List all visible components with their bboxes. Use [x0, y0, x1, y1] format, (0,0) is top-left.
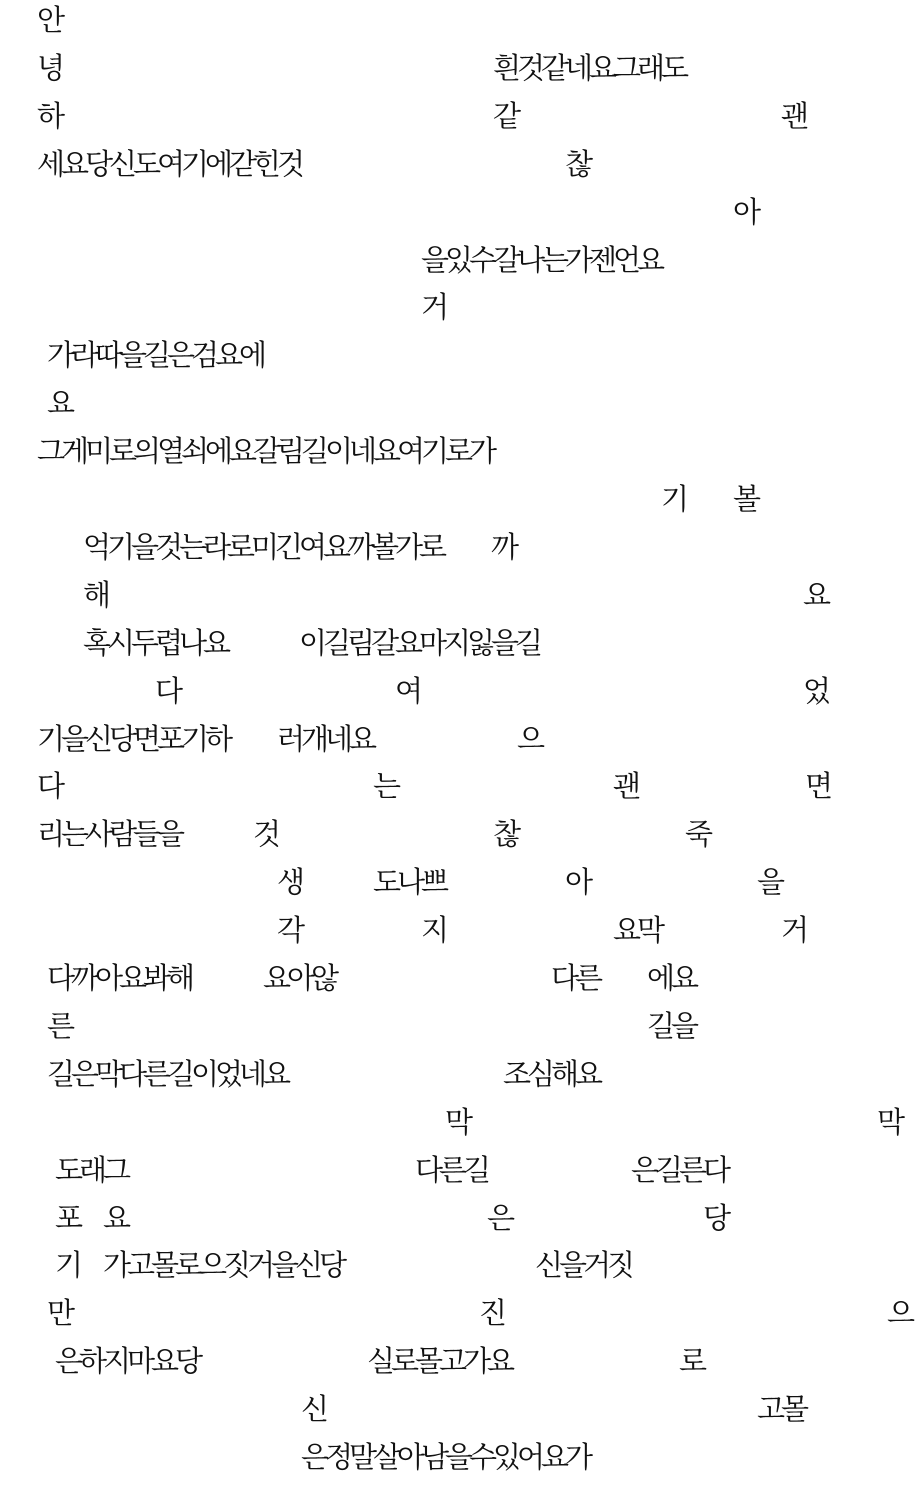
maze-syllable: 는	[372, 769, 401, 804]
maze-syllable: 길	[514, 625, 543, 660]
maze-syllable: 고	[438, 1344, 467, 1379]
maze-syllable: 요	[540, 1440, 569, 1474]
maze-syllable: 은	[54, 1344, 83, 1379]
maze-syllable: 힌	[252, 146, 281, 181]
maze-syllable: 신	[108, 146, 137, 181]
maze-syllable: 요	[118, 961, 147, 995]
maze-syllable: 당	[174, 1344, 203, 1379]
maze-syllable: 러	[276, 721, 305, 756]
maze-syllable: 것	[276, 146, 305, 181]
maze-syllable: 것	[516, 50, 545, 85]
maze-syllable: 을	[270, 1248, 299, 1283]
maze-syllable: 막	[876, 1104, 905, 1139]
maze-syllable: 으	[886, 1296, 915, 1331]
maze-syllable: 갈	[492, 242, 521, 277]
maze-syllable: 짓	[606, 1248, 635, 1283]
maze-syllable: 요	[46, 386, 75, 421]
maze-syllable: 요	[202, 625, 231, 660]
maze-syllable: 가	[564, 1440, 593, 1474]
maze-syllable: 을	[490, 625, 519, 660]
maze-syllable: 요	[60, 146, 89, 181]
maze-syllable: 람	[108, 817, 137, 852]
maze-syllable: 괜	[780, 98, 809, 133]
maze-syllable: 지	[420, 913, 449, 948]
maze-syllable: 어	[516, 1440, 545, 1474]
maze-syllable: 당	[84, 146, 113, 181]
maze-syllable: 가	[394, 529, 423, 564]
maze-syllable: 아	[396, 1440, 425, 1474]
maze-syllable: 네	[238, 1056, 267, 1091]
maze-syllable: 네	[564, 50, 593, 85]
maze-syllable: 하	[36, 98, 65, 133]
maze-syllable: 거	[582, 1248, 611, 1283]
maze-syllable: 가	[102, 1248, 131, 1283]
maze-syllable: 로	[418, 529, 447, 564]
maze-syllable: 고	[756, 1392, 785, 1427]
maze-syllable: 잃	[466, 625, 495, 660]
maze-syllable: 미	[250, 529, 279, 564]
maze-syllable: 신	[294, 1248, 323, 1283]
maze-syllable: 것	[154, 529, 183, 564]
maze-syllable: 젠	[588, 242, 617, 277]
maze-syllable: 으	[516, 721, 545, 756]
maze-syllable: 몰	[780, 1392, 809, 1427]
maze-syllable: 정	[324, 1440, 353, 1474]
maze-syllable: 가	[468, 434, 497, 469]
maze-syllable: 봐	[142, 961, 171, 995]
maze-syllable: 신	[534, 1248, 563, 1283]
maze-syllable: 나	[516, 242, 545, 277]
maze-syllable: 이	[190, 1056, 219, 1091]
maze-syllable: 길	[322, 625, 351, 660]
maze-syllable: 아	[286, 961, 315, 995]
maze-syllable: 다	[702, 1152, 731, 1187]
maze-syllable: 리	[36, 817, 65, 852]
maze-syllable: 당	[702, 1200, 731, 1235]
maze-syllable: 지	[442, 625, 471, 660]
maze-syllable: 로	[444, 434, 473, 469]
maze-syllable: 기	[660, 482, 689, 516]
maze-syllable: 여	[298, 529, 327, 564]
maze-syllable: 그	[612, 50, 641, 85]
maze-syllable: 마	[418, 625, 447, 660]
maze-syllable: 하	[204, 721, 233, 756]
maze-syllable: 렵	[154, 625, 183, 660]
maze-syllable: 괜	[612, 769, 641, 804]
maze-syllable: 래	[78, 1152, 107, 1187]
maze-syllable: 네	[324, 721, 353, 756]
maze-syllable: 남	[420, 1440, 449, 1474]
maze-syllable: 요	[102, 1200, 131, 1235]
maze-syllable: 길	[654, 1152, 683, 1187]
maze-syllable: 까	[70, 961, 99, 995]
maze-syllable: 기	[420, 434, 449, 469]
maze-syllable: 을	[420, 242, 449, 277]
maze-syllable: 기	[36, 721, 65, 756]
maze-syllable: 로	[226, 529, 255, 564]
maze-syllable: 을	[444, 1440, 473, 1474]
maze-syllable: 길	[646, 1008, 675, 1043]
maze-syllable: 요	[150, 1344, 179, 1379]
maze-syllable: 있	[492, 1440, 521, 1474]
maze-syllable: 두	[130, 625, 159, 660]
maze-syllable: 을	[156, 817, 185, 852]
maze-syllable: 쇠	[180, 434, 209, 469]
maze-syllable: 갈	[370, 625, 399, 660]
maze-syllable: 을	[118, 338, 147, 373]
maze-syllable: 에	[204, 146, 233, 181]
maze-syllable: 포	[54, 1200, 83, 1235]
maze-syllable: 른	[574, 961, 603, 995]
maze-syllable: 같	[540, 50, 569, 85]
maze-syllable: 흰	[492, 50, 521, 85]
maze-syllable: 요	[348, 721, 377, 756]
maze-syllable: 로	[108, 434, 137, 469]
maze-syllable: 언	[612, 242, 641, 277]
maze-syllable: 다	[414, 1152, 443, 1187]
maze-syllable: 심	[526, 1056, 555, 1091]
maze-syllable: 가	[46, 338, 75, 373]
maze-syllable: 도	[54, 1152, 83, 1187]
maze-syllable: 수	[468, 1440, 497, 1474]
maze-syllable: 거	[420, 290, 449, 325]
maze-syllable: 신	[300, 1392, 329, 1427]
maze-syllable: 이	[298, 625, 327, 660]
maze-syllable: 해	[82, 577, 111, 612]
maze-syllable: 른	[142, 1056, 171, 1091]
maze-syllable: 조	[502, 1056, 531, 1091]
maze-syllable: 까	[490, 529, 519, 564]
maze-syllable: 로	[174, 1248, 203, 1283]
maze-syllable: 을	[670, 1008, 699, 1043]
maze-syllable: 기	[106, 529, 135, 564]
maze-syllable: 미	[84, 434, 113, 469]
maze-syllable: 실	[366, 1344, 395, 1379]
maze-syllable: 것	[252, 817, 281, 852]
maze-syllable: 따	[94, 338, 123, 373]
maze-syllable: 긴	[274, 529, 303, 564]
maze-syllable: 갈	[252, 434, 281, 469]
maze-syllable: 아	[94, 961, 123, 995]
maze-syllable: 요	[670, 961, 699, 995]
maze-syllable: 을	[756, 865, 785, 900]
maze-syllable: 는	[60, 817, 89, 852]
maze-syllable: 당	[318, 1248, 347, 1283]
maze-syllable: 있	[444, 242, 473, 277]
maze-syllable: 른	[46, 1008, 75, 1043]
maze-syllable: 로	[678, 1344, 707, 1379]
maze-syllable: 요	[486, 1344, 515, 1379]
maze-syllable: 들	[132, 817, 161, 852]
maze-syllable: 도	[132, 146, 161, 181]
maze-syllable: 요	[802, 577, 831, 612]
maze-syllable: 에	[204, 434, 233, 469]
maze-syllable: 요	[228, 434, 257, 469]
maze-syllable: 래	[636, 50, 665, 85]
maze-syllable: 여	[156, 146, 185, 181]
maze-syllable: 볼	[370, 529, 399, 564]
maze-syllable: 라	[202, 529, 231, 564]
maze-syllable: 는	[178, 529, 207, 564]
maze-syllable: 거	[246, 1248, 275, 1283]
maze-syllable: 그	[36, 434, 65, 469]
maze-syllable: 은	[166, 338, 195, 373]
maze-syllable: 혹	[82, 625, 111, 660]
maze-syllable: 말	[348, 1440, 377, 1474]
maze-syllable: 까	[346, 529, 375, 564]
maze-syllable: 게	[60, 434, 89, 469]
maze-syllable: 거	[780, 913, 809, 948]
maze-syllable: 면	[804, 769, 833, 804]
maze-syllable: 가	[462, 1344, 491, 1379]
maze-syllable: 을	[558, 1248, 587, 1283]
maze-syllable: 요	[262, 961, 291, 995]
maze-syllable: 이	[324, 434, 353, 469]
maze-syllable: 은	[486, 1200, 515, 1235]
maze-syllable: 은	[630, 1152, 659, 1187]
maze-syllable: 요	[394, 625, 423, 660]
maze-syllable: 그	[102, 1152, 131, 1187]
maze-syllable: 에	[646, 961, 675, 995]
maze-syllable: 수	[468, 242, 497, 277]
maze-syllable: 길	[462, 1152, 491, 1187]
maze-syllable: 진	[478, 1296, 507, 1331]
maze-syllable: 시	[106, 625, 135, 660]
maze-syllable: 않	[310, 961, 339, 995]
maze-syllable: 검	[190, 338, 219, 373]
maze-syllable: 나	[178, 625, 207, 660]
maze-syllable: 면	[132, 721, 161, 756]
maze-syllable: 지	[102, 1344, 131, 1379]
maze-syllable: 도	[372, 865, 401, 900]
maze-syllable: 죽	[684, 817, 713, 852]
maze-syllable: 볼	[732, 482, 761, 516]
maze-syllable: 은	[300, 1440, 329, 1474]
maze-syllable: 네	[348, 434, 377, 469]
maze-syllable: 사	[84, 817, 113, 852]
maze-syllable: 막	[636, 913, 665, 948]
maze-syllable: 막	[444, 1104, 473, 1139]
maze-syllable: 기	[54, 1248, 83, 1283]
maze-syllable: 길	[300, 434, 329, 469]
maze-syllable: 른	[438, 1152, 467, 1187]
maze-syllable: 의	[132, 434, 161, 469]
maze-syllable: 었	[802, 673, 831, 708]
maze-syllable: 세	[36, 146, 65, 181]
maze-syllable: 른	[678, 1152, 707, 1187]
maze-syllable: 길	[46, 1056, 75, 1091]
maze-syllable: 열	[156, 434, 185, 469]
maze-syllable: 찮	[564, 146, 593, 181]
maze-syllable: 포	[156, 721, 185, 756]
maze-syllable: 었	[214, 1056, 243, 1091]
maze-syllable: 다	[36, 769, 65, 804]
maze-syllable: 여	[394, 673, 423, 708]
maze-syllable: 요	[574, 1056, 603, 1091]
maze-syllable: 당	[108, 721, 137, 756]
maze-syllable: 해	[550, 1056, 579, 1091]
maze-syllable: 살	[372, 1440, 401, 1474]
maze-syllable: 으	[198, 1248, 227, 1283]
maze-syllable: 마	[126, 1344, 155, 1379]
maze-syllable: 억	[82, 529, 111, 564]
maze-syllable: 요	[372, 434, 401, 469]
maze-syllable: 림	[346, 625, 375, 660]
maze-syllable: 안	[36, 3, 65, 37]
maze-syllable: 에	[238, 338, 267, 373]
maze-syllable: 다	[154, 673, 183, 708]
maze-syllable: 가	[564, 242, 593, 277]
maze-syllable: 아	[732, 194, 761, 229]
maze-syllable: 요	[588, 50, 617, 85]
maze-syllable: 다	[118, 1056, 147, 1091]
maze-syllable: 하	[78, 1344, 107, 1379]
maze-syllable: 갇	[228, 146, 257, 181]
maze-syllable: 개	[300, 721, 329, 756]
maze-syllable: 나	[396, 865, 425, 900]
maze-syllable: 도	[660, 50, 689, 85]
maze-syllable: 몰	[414, 1344, 443, 1379]
maze-syllable: 각	[276, 913, 305, 948]
maze-syllable: 라	[70, 338, 99, 373]
maze-syllable: 몰	[150, 1248, 179, 1283]
maze-syllable: 신	[84, 721, 113, 756]
maze-syllable: 요	[636, 242, 665, 277]
maze-syllable: 은	[70, 1056, 99, 1091]
maze-syllable: 아	[564, 865, 593, 900]
maze-syllable: 기	[180, 146, 209, 181]
maze-syllable: 을	[130, 529, 159, 564]
maze-syllable: 해	[166, 961, 195, 995]
maze-syllable: 만	[46, 1296, 75, 1331]
maze-syllable: 같	[492, 98, 521, 133]
maze-syllable: 요	[262, 1056, 291, 1091]
maze-syllable: 쁘	[420, 865, 449, 900]
maze-syllable: 막	[94, 1056, 123, 1091]
maze-syllable: 요	[322, 529, 351, 564]
maze-syllable: 여	[396, 434, 425, 469]
maze-syllable: 찮	[492, 817, 521, 852]
maze-syllable: 요	[214, 338, 243, 373]
maze-syllable: 림	[276, 434, 305, 469]
maze-syllable: 는	[540, 242, 569, 277]
maze-syllable: 생	[276, 865, 305, 900]
maze-syllable: 기	[180, 721, 209, 756]
maze-syllable: 짓	[222, 1248, 251, 1283]
maze-syllable: 로	[390, 1344, 419, 1379]
maze-syllable: 녕	[36, 50, 65, 85]
maze-syllable: 길	[166, 1056, 195, 1091]
maze-syllable: 다	[46, 961, 75, 995]
maze-syllable: 을	[60, 721, 89, 756]
maze-syllable: 요	[612, 913, 641, 948]
maze-syllable: 길	[142, 338, 171, 373]
maze-syllable: 고	[126, 1248, 155, 1283]
maze-syllable: 다	[550, 961, 579, 995]
